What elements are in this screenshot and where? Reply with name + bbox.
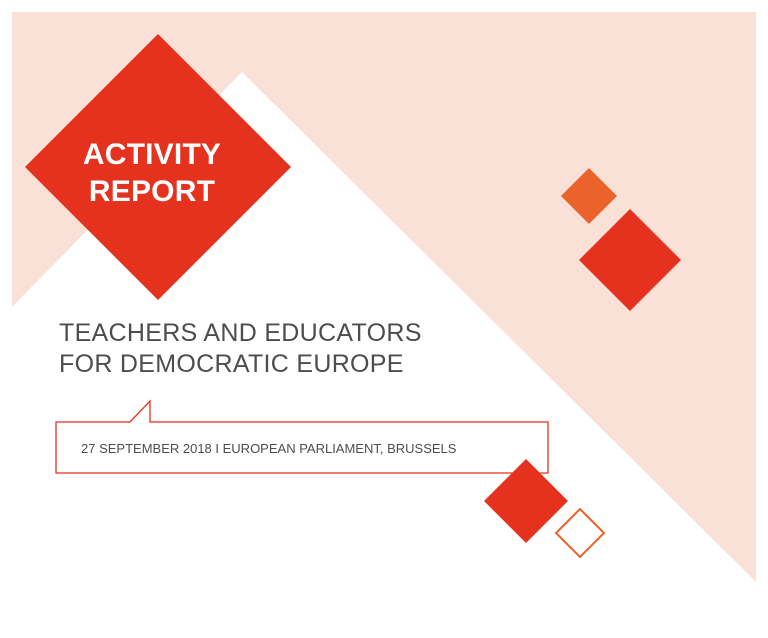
- event-date-location: 27 SEPTEMBER 2018 I EUROPEAN PARLIAMENT, BRUSSELS: [81, 441, 457, 456]
- badge-label-line1: ACTIVITY: [82, 138, 222, 171]
- report-title-line1: TEACHERS AND EDUCATORS: [59, 319, 422, 347]
- report-title-line2: FOR DEMOCRATIC EUROPE: [59, 350, 404, 378]
- badge-label: [64, 136, 240, 210]
- badge-label-line2: REPORT: [88, 175, 216, 208]
- report-title: [59, 318, 422, 380]
